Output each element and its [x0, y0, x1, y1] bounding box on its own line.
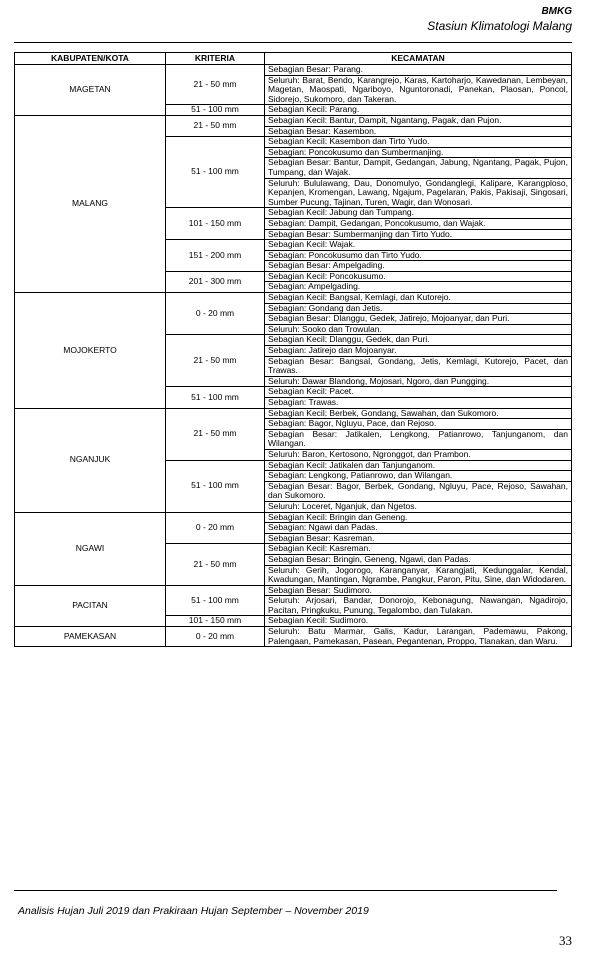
kecamatan-cell: Sebagian: Poncokusumo dan Tirto Yudo. [265, 250, 572, 261]
kecamatan-cell: Sebagian Kecil: Berbek, Gondang, Sawahan, dan Sukomoro. [265, 408, 572, 419]
kriteria-cell: 21 - 50 mm [166, 544, 265, 585]
kriteria-cell: 0 - 20 mm [166, 293, 265, 335]
kriteria-cell: 51 - 100 mm [166, 585, 265, 616]
table-row [15, 627, 572, 647]
kriteria-cell: 101 - 150 mm [166, 208, 265, 240]
kecamatan-cell: Sebagian Kecil: Kasembon dan Tirto Yudo. [265, 137, 572, 148]
kecamatan-cell: Sebagian Besar: Bantur, Dampit, Gedangan, Jabung, Ngantang, Pagak, Pujon, Tumpang, dan Wajak. [265, 158, 572, 178]
table-row [15, 408, 572, 419]
kecamatan-cell: Sebagian: Gondang dan Jetis. [265, 303, 572, 314]
table-row [15, 65, 572, 76]
kecamatan-cell: Seluruh: Batu Marmar, Galis, Kadur, Larangan, Pademawu, Pakong, Palengaan, Pamekasan, Pasean, Pegantenan, Proppo, Tlanakan, dan Waru. [265, 627, 572, 647]
kriteria-cell: 0 - 20 mm [166, 512, 265, 544]
kecamatan-cell: Sebagian Besar: Jatikalen, Lengkong, Patianrowo, Tanjunganom, dan Wilangan. [265, 429, 572, 449]
footer-rule [14, 890, 557, 891]
kecamatan-cell: Sebagian Kecil: Kasreman. [265, 544, 572, 555]
kriteria-cell: 0 - 20 mm [166, 627, 265, 647]
kabupaten-cell: MAGETAN [15, 65, 166, 116]
page-number: 33 [559, 933, 572, 948]
station-name: Stasiun Klimatologi Malang [427, 19, 572, 33]
kriteria-cell: 201 - 300 mm [166, 271, 265, 292]
kecamatan-cell: Sebagian Besar: Kasembon. [265, 126, 572, 137]
kecamatan-cell: Sebagian Kecil: Pacet. [265, 387, 572, 398]
kecamatan-cell: Sebagian: Ngawi dan Padas. [265, 523, 572, 534]
kecamatan-cell: Sebagian Kecil: Wajak. [265, 240, 572, 251]
table-header-row [15, 53, 572, 65]
kecamatan-cell: Sebagian Besar: Ampelgading. [265, 261, 572, 272]
table-row [15, 512, 572, 523]
page-header [427, 6, 572, 33]
kriteria-cell: 51 - 100 mm [166, 105, 265, 116]
kriteria-cell: 101 - 150 mm [166, 616, 265, 627]
kecamatan-cell: Sebagian Besar: Bagor, Berbek, Gondang, Ngluyu, Pace, Rejoso, Sawahan, dan Sukomoro. [265, 481, 572, 501]
table-row [15, 585, 572, 596]
kecamatan-cell: Sebagian Kecil: Bantur, Dampit, Ngantang, Pagak, dan Pujon. [265, 115, 572, 126]
kecamatan-cell: Seluruh: Loceret, Nganjuk, dan Ngetos. [265, 501, 572, 512]
kabupaten-cell: MOJOKERTO [15, 293, 166, 409]
kecamatan-cell: Seluruh: Arjosari, Bandar, Donorojo, Kebonagung, Nawangan, Ngadirojo, Pacitan, Pringkuku, Punung, Tegalombo, dan Tulakan. [265, 596, 572, 616]
kecamatan-cell: Sebagian Besar: Parang. [265, 65, 572, 76]
kecamatan-cell: Sebagian: Lengkong, Patianrowo, dan Wilangan. [265, 471, 572, 482]
kecamatan-cell: Sebagian: Jatirejo dan Mojoanyar. [265, 346, 572, 357]
kecamatan-cell: Sebagian: Dampit, Gedangan, Poncokusumo, dan Wajak. [265, 218, 572, 229]
kecamatan-cell: Sebagian Besar: Dlanggu, Gedek, Jatirejo, Mojoanyar, dan Puri. [265, 314, 572, 325]
kecamatan-cell: Sebagian Kecil: Jatikalen dan Tanjunganom. [265, 460, 572, 471]
kabupaten-cell: MALANG [15, 115, 166, 292]
kecamatan-cell: Sebagian Kecil: Poncokusumo. [265, 271, 572, 282]
kriteria-cell: 21 - 50 mm [166, 65, 265, 105]
kecamatan-cell: Sebagian Kecil: Dlanggu, Gedek, dan Puri. [265, 335, 572, 346]
kabupaten-cell: NGANJUK [15, 408, 166, 512]
kecamatan-cell: Sebagian Besar: Bringin, Geneng, Ngawi, dan Padas. [265, 554, 572, 565]
org-name: BMKG [541, 6, 572, 17]
table-row [15, 115, 572, 126]
kecamatan-cell: Sebagian Besar: Sudimoro. [265, 585, 572, 596]
kecamatan-cell: Sebagian Besar: Bangsal, Gondang, Jetis, Kemlagi, Kutorejo, Pacet, dan Trawas. [265, 356, 572, 376]
header-rule [14, 42, 572, 43]
kriteria-cell: 21 - 50 mm [166, 115, 265, 136]
kecamatan-cell: Seluruh: Dawar Blandong, Mojosari, Ngoro, dan Pungging. [265, 376, 572, 387]
kecamatan-cell: Sebagian: Bagor, Ngluyu, Pace, dan Rejoso. [265, 419, 572, 430]
kriteria-cell: 51 - 100 mm [166, 460, 265, 512]
table-row [15, 293, 572, 304]
kecamatan-cell: Seluruh: Barat, Bendo, Karangrejo, Karas, Kartoharjo, Kawedanan, Lembeyan, Magetan, Maospati, Ngariboyo, Nguntoronadi, Panekan, Plaosan, Poncol, Sidorejo, Sukomoro, dan Takeran. [265, 75, 572, 105]
kabupaten-cell: NGAWI [15, 512, 166, 585]
kabupaten-cell: PAMEKASAN [15, 627, 166, 647]
kecamatan-cell: Seluruh: Baron, Kertosono, Ngronggot, dan Prambon. [265, 449, 572, 460]
kecamatan-cell: Sebagian Kecil: Bringin dan Geneng. [265, 512, 572, 523]
kecamatan-cell: Sebagian Kecil: Bangsal, Kemlagi, dan Kutorejo. [265, 293, 572, 304]
column-header-kabupaten: KABUPATEN/KOTA [15, 53, 166, 65]
kriteria-cell: 21 - 50 mm [166, 335, 265, 387]
kecamatan-cell: Sebagian Besar: Kasreman. [265, 533, 572, 544]
kecamatan-cell: Seluruh: Gerih, Jogorogo, Karanganyar, Karangjati, Kedunggalar, Kendal, Kwadungan, Mantingan, Ngrambe, Pangkur, Paron, Pitu, Sine, dan Widodaren. [265, 565, 572, 585]
rainfall-table [14, 52, 572, 647]
kriteria-cell: 51 - 100 mm [166, 387, 265, 408]
kriteria-cell: 51 - 100 mm [166, 137, 265, 208]
column-header-kecamatan: KECAMATAN [265, 53, 572, 65]
column-header-kriteria: KRITERIA [166, 53, 265, 65]
kecamatan-cell: Sebagian: Trawas. [265, 398, 572, 409]
kecamatan-cell: Sebagian: Ampelgading. [265, 282, 572, 293]
kecamatan-cell: Sebagian Kecil: Jabung dan Tumpang. [265, 208, 572, 219]
kabupaten-cell: PACITAN [15, 585, 166, 626]
footer-text: Analisis Hujan Juli 2019 dan Prakiraan Hujan September – November 2019 [18, 905, 369, 917]
kecamatan-cell: Sebagian Besar: Sumbermanjing dan Tirto Yudo. [265, 229, 572, 240]
kecamatan-cell: Sebagian Kecil: Parang. [265, 105, 572, 116]
kecamatan-cell: Seluruh: Sooko dan Trowulan. [265, 324, 572, 335]
kecamatan-cell: Sebagian: Poncokusumo dan Sumbermanjing. [265, 147, 572, 158]
kriteria-cell: 21 - 50 mm [166, 408, 265, 460]
kecamatan-cell: Seluruh: Bululawang, Dau, Donomulyo, Gondanglegi, Kalipare, Karangploso, Kepanjen, Kromengan, Lawang, Ngajum, Pagelaran, Pakis, Pakisaji, Singosari, Sumber Pucung, Tajinan, Turen, Wagir, dan Wonosari. [265, 178, 572, 208]
kecamatan-cell: Sebagian Kecil: Sudimoro. [265, 616, 572, 627]
kriteria-cell: 151 - 200 mm [166, 240, 265, 272]
